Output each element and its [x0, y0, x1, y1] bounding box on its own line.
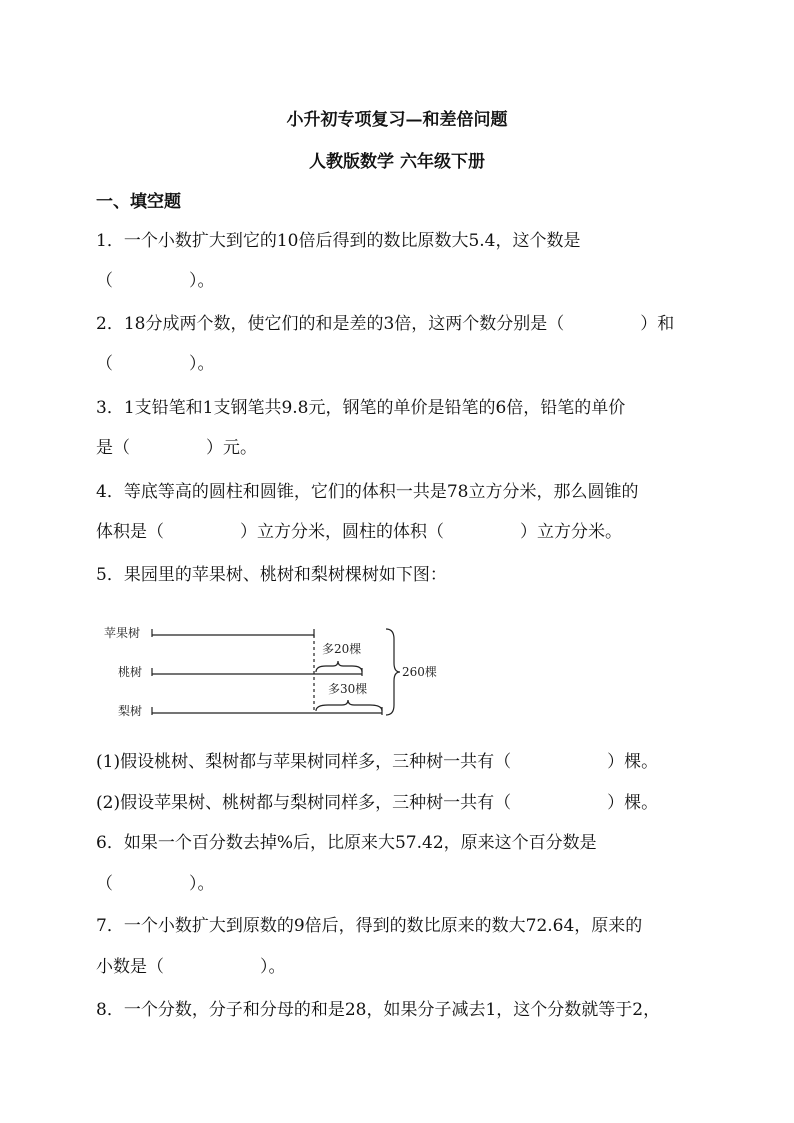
- total-label: 260棵: [402, 665, 437, 679]
- close-paren: ）。: [189, 271, 215, 291]
- question-5-sub-2: [96, 792, 658, 814]
- label-apple-trees: 苹果树: [104, 626, 141, 640]
- sub-1-stem: (1)假设桃树、梨树都与苹果树同样多，三种树一共有（: [96, 752, 512, 772]
- question-2-mid: ）和: [640, 314, 675, 334]
- close-paren: ）。: [189, 354, 215, 374]
- question-5-sub-1: [96, 751, 658, 773]
- page-title: 小升初专项复习—和差倍问题: [286, 110, 508, 130]
- question-7-answer-line: [96, 956, 286, 978]
- sub-2-stem: (2)假设苹果树、桃树都与梨树同样多，三种树一共有（: [96, 793, 512, 813]
- answer-prefix: 小数是（: [96, 957, 164, 977]
- question-1-text: 1．一个小数扩大到它的10倍后得到的数比原数大5.4，这个数是: [96, 231, 581, 251]
- question-6-answer-line: [96, 873, 215, 895]
- sub-2-suffix: ）棵。: [607, 793, 659, 813]
- label-pear-trees: 梨树: [118, 704, 143, 718]
- line-segment-diagram: [100, 615, 460, 725]
- question-4-answer-line: [96, 521, 622, 543]
- section-heading: 一、填空题: [96, 192, 181, 212]
- page-subtitle: 人教版数学 六年级下册: [309, 152, 485, 172]
- question-3-answer-line: [96, 437, 257, 459]
- question-2-stem: 2．18分成两个数，使它们的和是差的3倍，这两个数分别是（: [96, 314, 565, 334]
- question-4-text: 4．等底等高的圆柱和圆锥，它们的体积一共是78立方分米，那么圆锥的: [96, 482, 639, 502]
- answer-prefix: 是（: [96, 438, 130, 458]
- answer-mid: ）立方分米，圆柱的体积（: [240, 522, 444, 542]
- sub-1-suffix: ）棵。: [607, 752, 659, 772]
- question-8-text: 8．一个分数，分子和分母的和是28，如果分子减去1，这个分数就等于2，: [96, 1000, 661, 1020]
- question-2-answer-line: [96, 353, 215, 375]
- question-7-text: 7．一个小数扩大到原数的9倍后，得到的数比原来的数大72.64，原来的: [96, 916, 643, 936]
- diff-label-30: 多30棵: [328, 682, 368, 696]
- open-paren: （: [96, 271, 113, 291]
- question-3-text: 3．1支铅笔和1支钢笔共9.8元，钢笔的单价是铅笔的6倍，铅笔的单价: [96, 398, 626, 418]
- diff-label-20: 多20棵: [322, 642, 362, 656]
- question-2-text: [96, 313, 674, 335]
- answer-suffix: ）立方分米。: [520, 522, 622, 542]
- answer-prefix: 体积是（: [96, 522, 164, 542]
- open-paren: （: [96, 354, 113, 374]
- answer-suffix: ）元。: [206, 438, 257, 458]
- open-paren: （: [96, 874, 113, 894]
- brace-30: [316, 700, 382, 711]
- question-6-text: 6．如果一个百分数去掉%后，比原来大57.42，原来这个百分数是: [96, 833, 597, 853]
- answer-suffix: ）。: [260, 957, 286, 977]
- question-5-text: 5．果园里的苹果树、桃树和梨树棵树如下图：: [96, 565, 447, 585]
- label-peach-trees: 桃树: [118, 665, 143, 679]
- brace-20: [316, 661, 362, 672]
- close-paren: ）。: [189, 874, 215, 894]
- question-1-answer-line: [96, 270, 215, 292]
- total-brace: [386, 629, 400, 715]
